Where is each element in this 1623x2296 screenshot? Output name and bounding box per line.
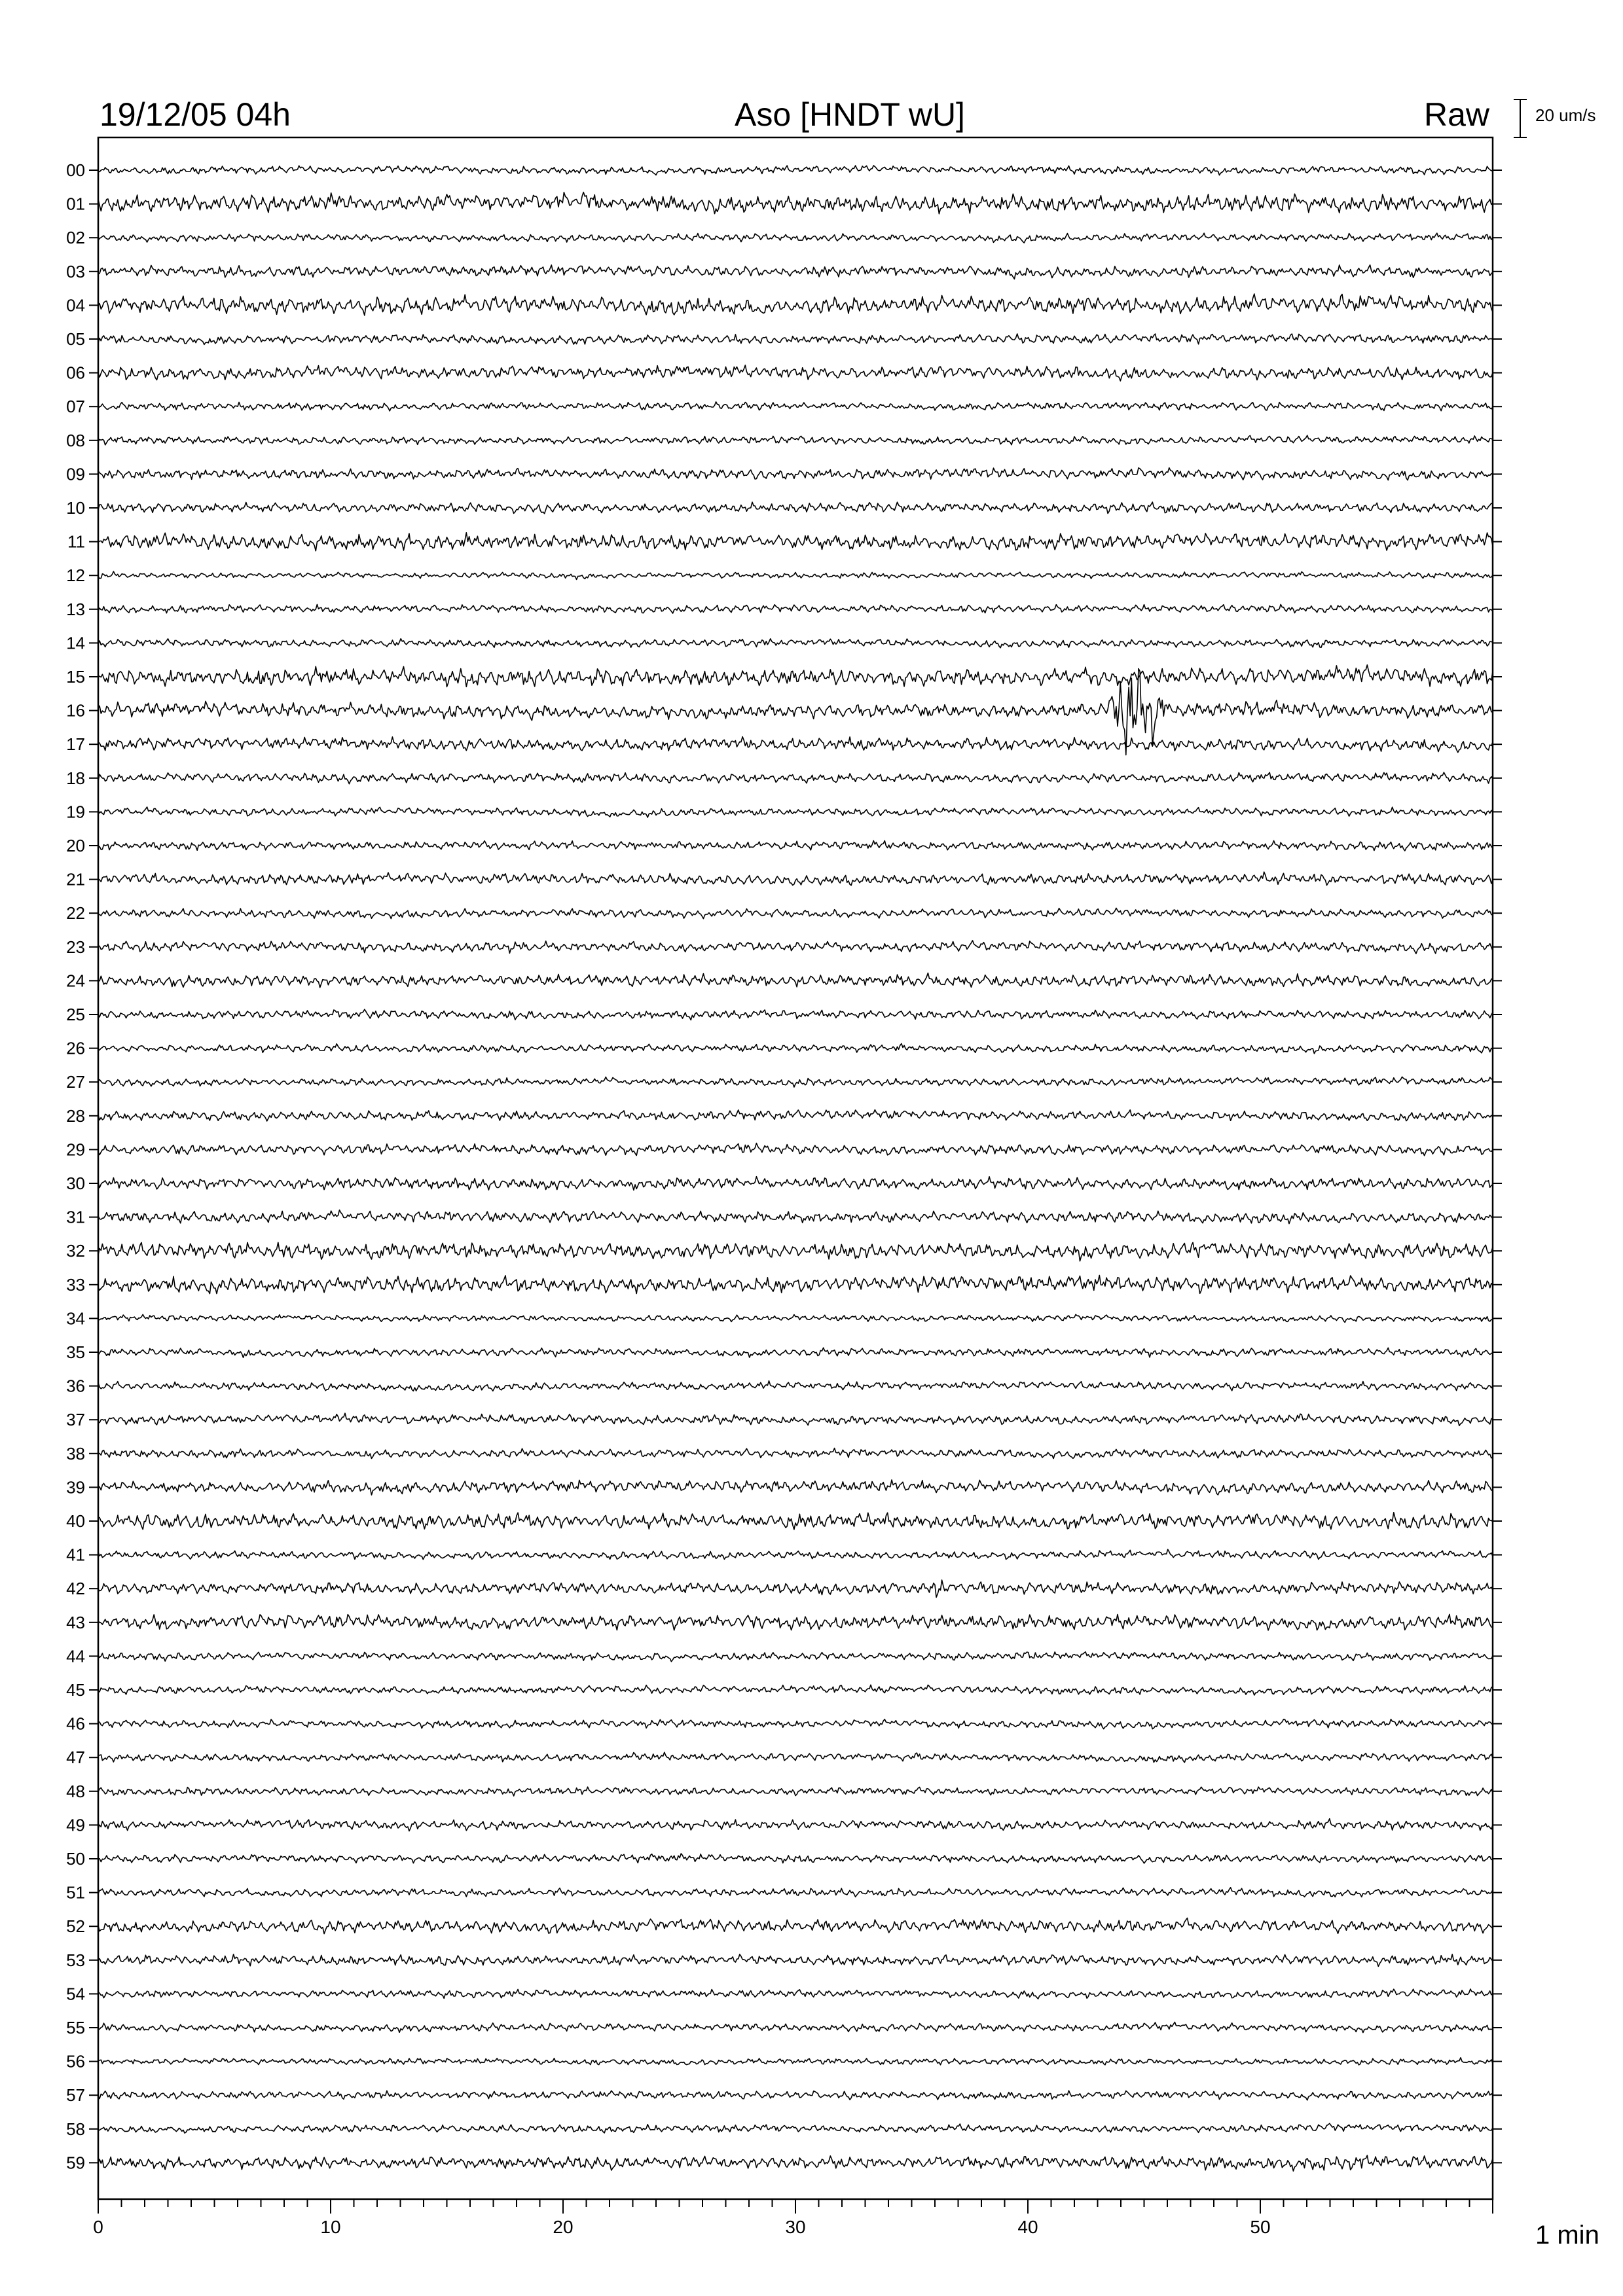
- trace-24: [98, 973, 1493, 988]
- trace-39: [98, 1480, 1493, 1495]
- row-label: 31: [66, 1207, 85, 1227]
- row-label: 40: [66, 1511, 85, 1531]
- row-label: 34: [66, 1308, 85, 1329]
- row-label: 09: [66, 464, 85, 484]
- trace-53: [98, 1954, 1493, 1967]
- row-label: 30: [66, 1174, 85, 1193]
- row-label: 13: [66, 599, 85, 619]
- seismic-traces: [98, 166, 1493, 2171]
- trace-28: [98, 1110, 1493, 1121]
- row-label: 39: [66, 1477, 85, 1498]
- row-label: 25: [66, 1005, 85, 1024]
- plot-border: [98, 137, 1493, 2199]
- station-title: Aso [HNDT wU]: [735, 96, 965, 133]
- row-label: 52: [66, 1916, 85, 1937]
- trace-23: [98, 941, 1493, 954]
- trace-55: [98, 2022, 1493, 2033]
- trace-10: [98, 502, 1493, 514]
- trace-38: [98, 1448, 1493, 1459]
- trace-40: [98, 1513, 1493, 1530]
- row-label: 14: [66, 633, 85, 653]
- x-tick-label: 10: [320, 2217, 341, 2237]
- mode-label: Raw: [1424, 96, 1490, 133]
- trace-41: [98, 1549, 1493, 1559]
- trace-03: [98, 265, 1493, 279]
- row-label: 27: [66, 1072, 85, 1092]
- trace-04: [98, 294, 1493, 315]
- trace-43: [98, 1614, 1493, 1630]
- trace-46: [98, 1719, 1493, 1729]
- row-label: 41: [66, 1545, 85, 1565]
- row-label: 11: [67, 531, 85, 552]
- trace-57: [98, 2090, 1493, 2100]
- trace-42: [98, 1580, 1493, 1598]
- row-label: 22: [66, 903, 85, 924]
- trace-30: [98, 1177, 1493, 1191]
- trace-35: [98, 1348, 1493, 1357]
- x-tick-label: 40: [1017, 2217, 1038, 2237]
- row-label: 16: [66, 700, 85, 721]
- row-label: 12: [66, 565, 85, 586]
- row-label: 55: [66, 2018, 85, 2037]
- x-tick-label: 20: [553, 2217, 574, 2237]
- trace-59: [98, 2155, 1493, 2171]
- trace-20: [98, 841, 1493, 851]
- trace-19: [98, 807, 1493, 817]
- row-label: 51: [66, 1882, 85, 1903]
- trace-29: [98, 1143, 1493, 1156]
- trace-52: [98, 1918, 1493, 1934]
- amplitude-scale-bar: [1514, 99, 1527, 137]
- trace-17: [98, 737, 1493, 753]
- row-label: 18: [66, 768, 85, 788]
- trace-33: [98, 1276, 1493, 1294]
- row-label: 05: [66, 329, 85, 349]
- trace-48: [98, 1787, 1493, 1796]
- row-label: 02: [66, 228, 85, 248]
- row-label: 38: [66, 1443, 85, 1463]
- row-label: 49: [66, 1815, 85, 1835]
- trace-54: [98, 1989, 1493, 1999]
- row-label: 17: [66, 734, 85, 755]
- trace-49: [98, 1819, 1493, 1831]
- row-label: 43: [66, 1612, 85, 1632]
- row-label: 15: [66, 667, 85, 687]
- trace-21: [98, 872, 1493, 886]
- x-tick-label: 50: [1250, 2217, 1271, 2237]
- trace-12: [98, 571, 1493, 579]
- trace-27: [98, 1077, 1493, 1087]
- row-label: 54: [66, 1984, 85, 2004]
- row-label: 26: [66, 1038, 85, 1058]
- row-label: 20: [66, 836, 85, 855]
- trace-31: [98, 1210, 1493, 1224]
- row-label: 56: [66, 2051, 85, 2072]
- trace-00: [98, 166, 1493, 175]
- trace-47: [98, 1752, 1493, 1763]
- axis-ticks: [89, 137, 1502, 2214]
- trace-02: [98, 233, 1493, 243]
- row-label: 59: [66, 2153, 85, 2173]
- x-axis-label: 1 min: [1535, 2221, 1599, 2250]
- trace-45: [98, 1685, 1493, 1695]
- row-label: 53: [66, 1950, 85, 1970]
- row-label: 28: [66, 1105, 85, 1126]
- plot-frame: [98, 137, 1493, 2199]
- row-label: 07: [66, 397, 85, 417]
- datetime-title: 19/12/05 04h: [100, 96, 291, 133]
- row-label: 57: [66, 2085, 85, 2106]
- row-label: 01: [66, 194, 85, 214]
- row-label: 46: [66, 1713, 85, 1734]
- trace-32: [98, 1242, 1493, 1261]
- row-label: 10: [66, 498, 85, 518]
- row-label: 08: [66, 430, 85, 450]
- row-label: 35: [66, 1342, 85, 1362]
- row-label: 37: [66, 1410, 85, 1430]
- row-label: 33: [66, 1274, 85, 1295]
- scale-label: 20 um/s: [1535, 105, 1596, 125]
- trace-11: [98, 533, 1493, 551]
- row-label: 23: [66, 937, 85, 957]
- row-label: 03: [66, 261, 85, 281]
- trace-14: [98, 639, 1493, 648]
- row-label: 42: [66, 1579, 85, 1599]
- row-label: 48: [66, 1781, 85, 1801]
- trace-13: [98, 605, 1493, 614]
- trace-25: [98, 1009, 1493, 1020]
- row-label: 47: [66, 1748, 85, 1768]
- trace-22: [98, 908, 1493, 918]
- trace-51: [98, 1888, 1493, 1897]
- row-label: 50: [66, 1849, 85, 1869]
- row-label: 36: [66, 1376, 85, 1396]
- row-label: 00: [66, 160, 85, 180]
- trace-56: [98, 2058, 1493, 2065]
- trace-05: [98, 334, 1493, 344]
- trace-44: [98, 1652, 1493, 1662]
- trace-58: [98, 2123, 1493, 2133]
- row-label: 06: [66, 363, 85, 383]
- trace-01: [98, 192, 1493, 214]
- x-tick-label: 0: [93, 2217, 103, 2237]
- x-tick-label: 30: [785, 2217, 806, 2237]
- trace-07: [98, 402, 1493, 411]
- row-label: 29: [66, 1139, 85, 1160]
- row-label: 24: [66, 971, 85, 991]
- trace-36: [98, 1381, 1493, 1391]
- trace-08: [98, 435, 1493, 445]
- trace-34: [98, 1314, 1493, 1322]
- trace-37: [98, 1413, 1493, 1426]
- trace-50: [98, 1854, 1493, 1863]
- row-label: 58: [66, 2119, 85, 2139]
- row-label: 45: [66, 1680, 85, 1700]
- trace-06: [98, 365, 1493, 381]
- row-label: 19: [66, 802, 85, 822]
- row-label: 32: [66, 1241, 85, 1261]
- trace-15: [98, 665, 1493, 687]
- trace-18: [98, 772, 1493, 784]
- row-label: 04: [66, 295, 85, 315]
- trace-26: [98, 1044, 1493, 1054]
- row-label: 21: [66, 869, 85, 889]
- trace-16: [98, 669, 1493, 755]
- row-label: 44: [66, 1646, 85, 1666]
- trace-09: [98, 468, 1493, 480]
